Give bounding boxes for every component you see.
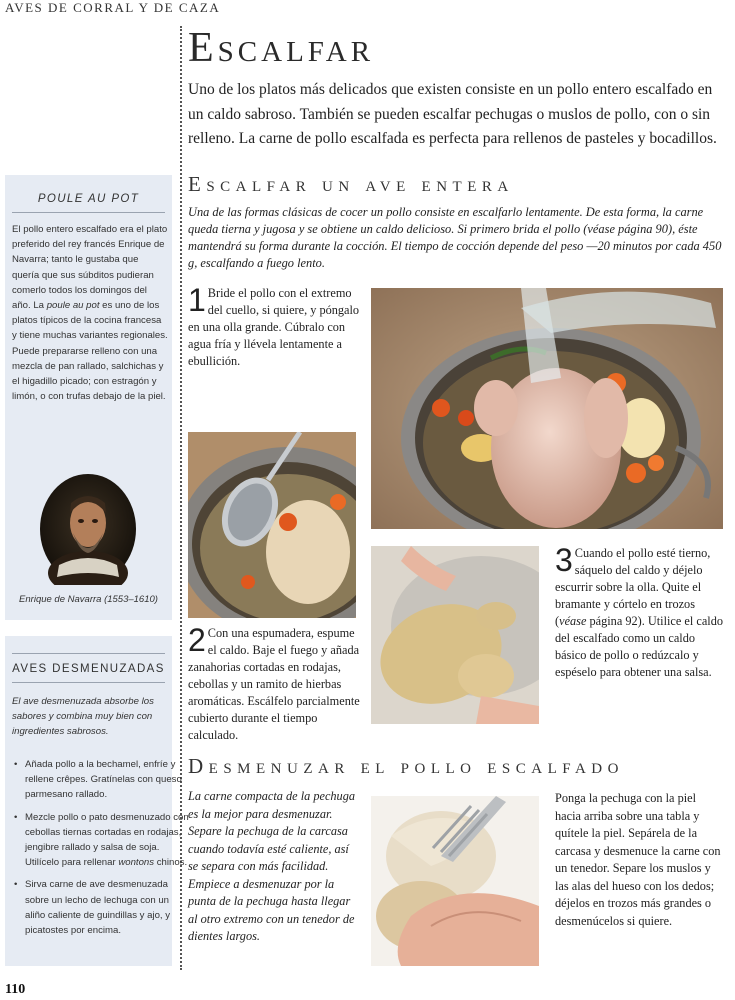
step-number: 1 (188, 282, 206, 318)
photo-shredding-chicken (371, 796, 539, 966)
step-number: 3 (555, 542, 573, 578)
page-title: Escalfar (188, 25, 375, 71)
shredding-text: Ponga la pechuga con la piel hacia arriba sobre una tabla y quítele la piel. Sepárela de la carcasa y desmenuce la carne con un tenedor. Separe los muslos y las alas del hueso con los dedos; déjelos en trozos más grandes o desmenúcelos si quiere. (555, 791, 721, 928)
photo-skimming-broth (188, 432, 356, 618)
list-item: • Sirva carne de ave desmenuzada sobre un lecho de lechuga con un aliño caliente de guindillas y ajo, y picatostes por encima. (25, 877, 190, 938)
sidebar-aves-desmenuzadas (5, 636, 189, 966)
section-heading-whole-bird: Escalfar un ave entera (188, 172, 514, 196)
section-lead: Una de las formas clásicas de cocer un pollo consiste en escalfarlo lentamente. De esta forma, la carne queda tierna y jugosa y se obtiene un caldo delicioso. Si primero brida el pollo (véase página 90), éste mantendrá su forma durante la cocción. El tiempo de cocción depende del peso —20 minutos por cada 450 g, escalfando a fuego lento. (188, 205, 722, 270)
shredding-lead: La carne compacta de la pechuga es la mejor para desmenuzar. Separe la pechuga de la carcasa cuando todavía esté caliente, así se separa con más facilidad. Empiece a desmenuzar por la punta de la pechuga hasta llegar al otro extremo con un tenedor de dientes largos. (188, 789, 355, 943)
sidebar-text: El pollo entero escalfado era el plato preferido del rey francés Enrique de Navarra; tanto le gustaba que quería que sus súbditos pudieran comerlo todos los domingos del año. La poule au pot es uno de los platos típicos de la cocina francesa y tiene muchas variantes regionales. Puede prepararse relleno con una mezcla de pan rallado, salchichas y el higadillo picado; con estragón y limón, o con trufas debajo de la piel. (12, 224, 168, 403)
sidebar-title: AVES DESMENUZADAS (12, 663, 165, 675)
step-number: 2 (188, 622, 206, 658)
sidebar-rule-top (12, 653, 165, 654)
running-head: AVES DE CORRAL Y DE CAZA (5, 0, 221, 15)
sidebar-title: POULE AU POT (37, 193, 140, 205)
sidebar-lead: El ave desmenuzada absorbe los sabores y combina muy bien con ingredientes sabrosos. (12, 696, 154, 738)
step-2: 2 Con una espumadera, espume el caldo. Baje el fuego y añada zanahorias cortadas en rodajas, cebollas y un ramito de hierbas aromáticas. Escálfelo parcialmente cubierto durante el tiempo calculado. (188, 622, 360, 742)
sidebar-poule-au-pot (5, 175, 172, 620)
photo-draining-chicken (371, 546, 539, 724)
list-item: • Añada pollo a la bechamel, enfríe y rellene crêpes. Gratínelas con queso parmesano rallado. (25, 757, 190, 803)
photo-chicken-in-pot (371, 288, 723, 529)
sidebar-list (5, 757, 190, 945)
portrait-caption: Enrique de Navarra (1553–1610) (19, 594, 158, 605)
step-1: 1 Bride el pollo con el extremo del cuello, si quiere, y póngalo en una olla grande. Cúbralo con agua fría y llévela lentamente a ebullición. (188, 282, 360, 368)
section-heading-shredding: Desmenuzar el pollo escalfado (188, 754, 624, 778)
page-number: 110 (5, 982, 26, 997)
list-item: • Mezcle pollo o pato desmenuzado con cebollas tiernas cortadas en rodajas, jengibre rallado y salsa de soja. Utilícelo para rellenar wontons chinos. (25, 810, 190, 871)
intro-paragraph: Uno de los platos más delicados que existen consiste en un pollo entero escalfado en un caldo sabroso. También se pueden escalfar pechugas o muslos de pollo, con o sin relleno. La carne de pollo escalfada es perfecta para rellenos de pasteles y bocadillos. (188, 81, 717, 147)
portrait-image (39, 473, 137, 585)
step-3: 3 Cuando el pollo esté tierno, sáquelo del caldo y déjelo escurrir sobre la olla. Quite el bramante y córtelo en trozos (véase página 92). Utilice el caldo del escalfado como un caldo básico de pollo o redúzcalo y espéselo para obtener una salsa. (555, 542, 724, 679)
sidebar-rule (12, 682, 165, 683)
sidebar-rule (12, 212, 165, 213)
